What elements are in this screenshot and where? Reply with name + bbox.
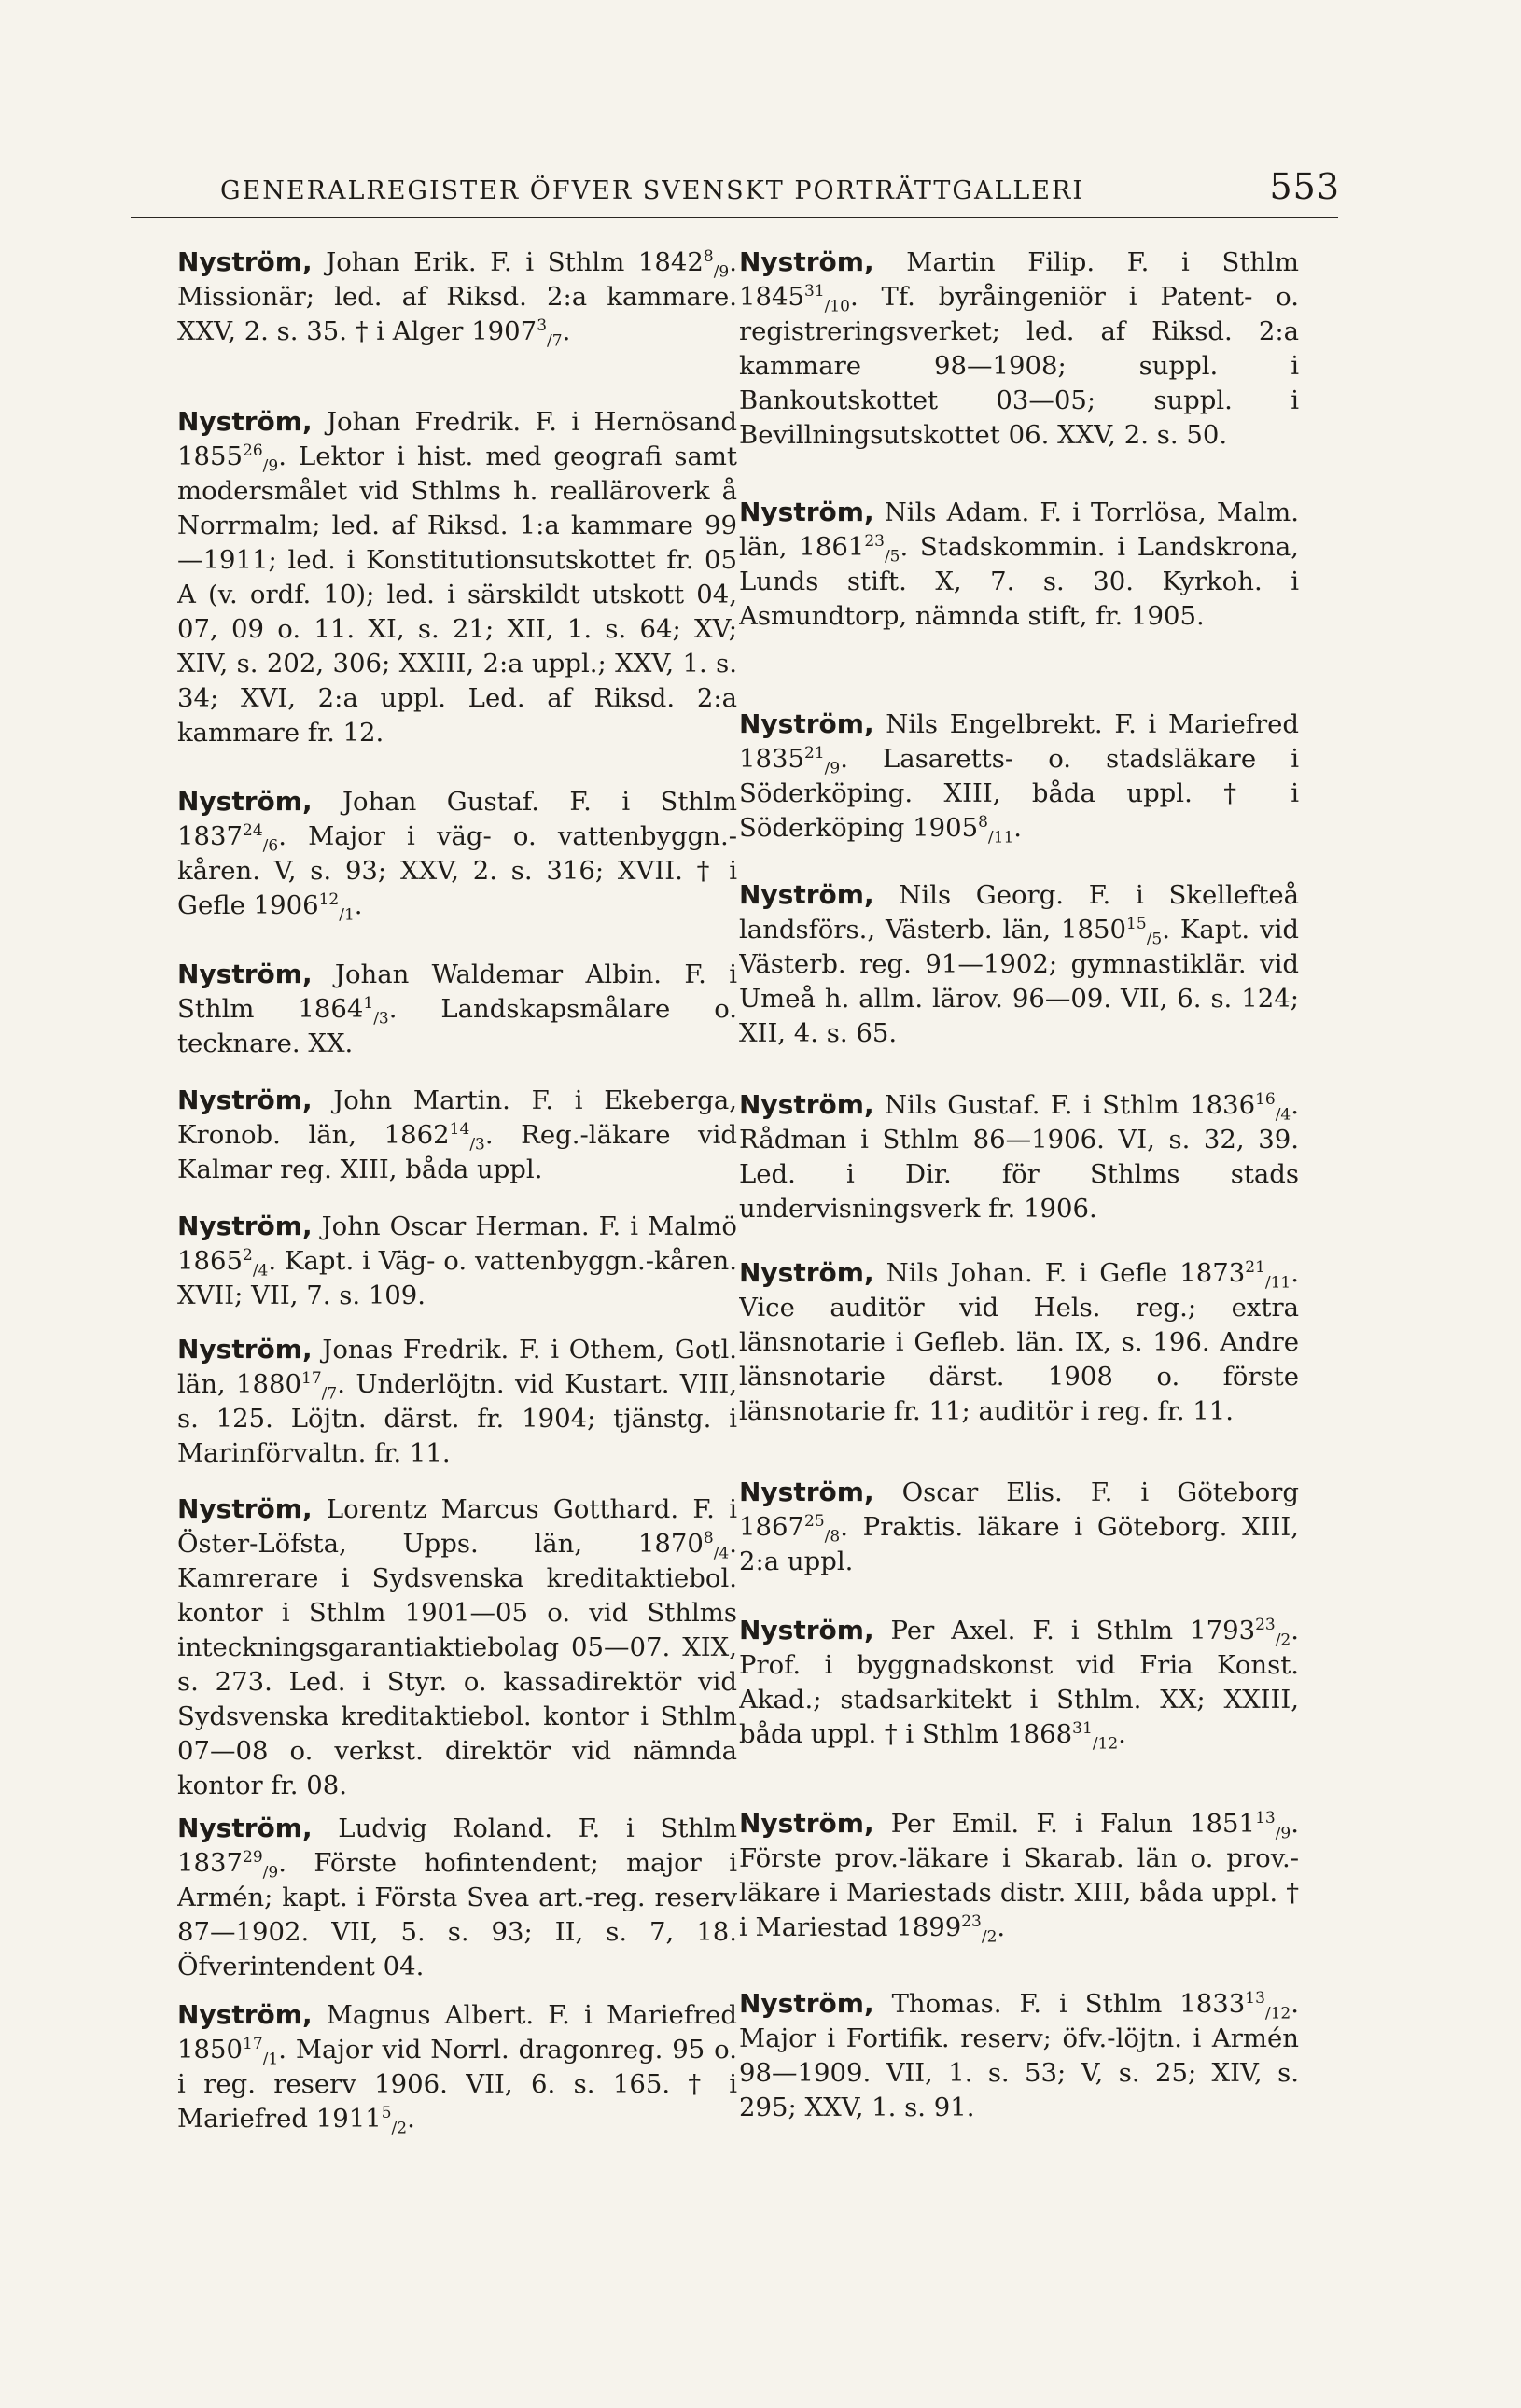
date-subscript: /11 [1264, 1273, 1291, 1293]
entry-text: . Stadskommin. i Landskrona, Lunds stift. X, 7. s. 30. Kyrkoh. i Asmundtorp, nämnda stift, fr. 1905. [739, 532, 1299, 631]
entry-text: . Kapt. i Väg- o. vattenbyggn.-kåren. XVII; VII, 7. s. 109. [177, 1246, 737, 1310]
date-subscript: /9 [1275, 1824, 1291, 1843]
date-superscript: 5 [381, 2103, 392, 2122]
date-superscript: 8 [703, 1528, 714, 1547]
register-entry [739, 245, 1299, 453]
entry-text: . Reg.-läkare vid Kalmar reg. XIII, båda uppl. [177, 1120, 737, 1184]
date-superscript: 23 [961, 1911, 982, 1931]
entry-text: . [562, 316, 571, 346]
register-entry [177, 1083, 737, 1187]
entry-text: . Förste hofintendent; major i Armén; kapt. i Första Svea art.-reg. reserv 87—1902. VII, 5. s. 93; II, s. 7, 18. Öfverintendent 04. [177, 1848, 737, 1981]
entry-surname: Nyström, [177, 1334, 313, 1365]
date-subscript: /3 [469, 1135, 485, 1155]
header-rule [131, 217, 1338, 218]
date-superscript: 2 [243, 1245, 253, 1265]
date-superscript: 14 [449, 1119, 470, 1139]
entry-text: Nils Engelbrekt. F. i Mariefred 1835 [739, 709, 1299, 774]
entry-surname: Nyström, [177, 1999, 313, 2030]
entry-surname: Nyström, [177, 1085, 313, 1115]
register-entry [177, 1811, 737, 1984]
register-entry [177, 1491, 737, 1803]
date-subscript: /6 [262, 836, 279, 856]
entry-text: . Rådman i Sthlm 86—1906. VI, s. 32, 39. Led. i Dir. för Sthlms stads undervisningsverk fr. 1906. [739, 1090, 1299, 1224]
date-superscript: 17 [243, 2034, 263, 2053]
date-superscript: 23 [1255, 1615, 1276, 1634]
entry-text: John Martin. F. i Ekeberga, Kronob. län, 1862 [177, 1085, 737, 1150]
entry-text: Johan Waldemar Albin. F. i Sthlm 1864 [177, 959, 737, 1024]
register-entry [739, 1255, 1299, 1429]
entry-text: Nils Gustaf. F. i Sthlm 1836 [873, 1090, 1256, 1120]
register-entry [739, 495, 1299, 634]
date-subscript: /11 [987, 828, 1014, 846]
entry-text: Thomas. F. i Sthlm 1833 [873, 1989, 1246, 2019]
header-title: GENERALREGISTER ÖFVER SVENSKT PORTRÄTTGALLERI [220, 176, 1085, 205]
entry-surname: Nyström, [739, 1988, 874, 2019]
entry-text: . [997, 1912, 1006, 1942]
entry-text: Martin Filip. F. i Sthlm 1845 [739, 247, 1299, 312]
entry-text: Per Emil. F. i Falun 1851 [873, 1809, 1256, 1839]
entry-text: . Lektor i hist. med geografi samt modersmålet vid Sthlms h. realläroverk å Norrmalm; led. af Riksd. 1:a kammare 99—1911; led. i Konstitutionsutskottet fr. 05 A (v. ordf. 10); led. i särskildt utskott 04, 07, 09 o. 11. XI, s. 21; XII, 1. s. 64; XV; XIV, s. 202, 306; XXIII, 2:a uppl.; XXV, 1. s. 34; XVI, 2:a uppl. Led. af Riksd. 2:a kammare fr. 12. [177, 441, 737, 748]
register-entry [177, 1209, 737, 1313]
entry-text: Oscar Elis. F. i Göteborg 1867 [739, 1477, 1299, 1542]
date-subscript: /5 [884, 547, 900, 567]
date-superscript: 16 [1255, 1089, 1276, 1109]
date-subscript: /8 [824, 1527, 841, 1547]
date-superscript: 8 [703, 246, 714, 266]
date-superscript: 23 [864, 531, 885, 551]
entry-surname: Nyström, [739, 1477, 874, 1507]
date-subscript: /9 [262, 1863, 279, 1883]
entry-surname: Nyström, [739, 1257, 874, 1288]
date-subscript: /2 [391, 2119, 408, 2136]
page-header [220, 166, 1340, 207]
date-superscript: 13 [1245, 1988, 1265, 2008]
entry-text: . Tf. byråingeniör i Patent- o. registreringsverket; led. af Riksd. 2:a kammare 98—1908; suppl. i Bankoutskottet 03—05; suppl. i Bevillningsutskottet 06. XXV, 2. s. 50. [739, 282, 1299, 450]
register-entry [739, 1613, 1299, 1752]
date-superscript: 21 [804, 743, 825, 763]
entry-text: . Major i väg- o. vattenbyggn.-kåren. V, s. 93; XXV, 2. s. 316; XVII. † i Gefle 1906 [177, 821, 737, 920]
entry-text: . [407, 2104, 415, 2134]
date-superscript: 31 [804, 281, 825, 301]
date-subscript: /4 [252, 1261, 269, 1281]
entry-text: . Lasaretts- o. stadsläkare i Söderköping. XIII, båda uppl. † i Söderköping 1905 [739, 744, 1299, 843]
date-subscript: /9 [262, 456, 279, 476]
date-subscript: /7 [321, 1384, 338, 1404]
entry-text: . Prof. i byggnadskonst vid Fria Konst. Akad.; stadsarkitekt i Sthlm. XX; XXIII, båda uppl. † i Sthlm 1868 [739, 1616, 1299, 1749]
entry-surname: Nyström, [177, 1493, 313, 1524]
entry-text: . Underlöjtn. vid Kustart. VIII, s. 125. Löjtn. därst. fr. 1904; tjänstg. i Marinförvaltn. fr. 11. [177, 1369, 737, 1468]
entry-text: Johan Erik. F. i Sthlm 1842 [312, 247, 704, 277]
date-superscript: 31 [1072, 1718, 1093, 1738]
date-superscript: 15 [1126, 914, 1147, 933]
date-superscript: 8 [978, 812, 988, 832]
date-subscript: /2 [981, 1927, 998, 1945]
entry-text: Johan Gustaf. F. i Sthlm 1837 [177, 787, 737, 851]
register-entry [177, 1332, 737, 1471]
date-subscript: /10 [824, 297, 850, 316]
date-subscript: /12 [1264, 2004, 1291, 2023]
entry-text: . [354, 890, 363, 920]
entry-text: Johan Fredrik. F. i Hernösand 1855 [177, 407, 737, 471]
date-subscript: /9 [713, 262, 730, 282]
register-entry [177, 957, 737, 1061]
entry-text: . [1013, 813, 1023, 843]
date-superscript: 21 [1245, 1257, 1265, 1277]
date-superscript: 24 [243, 820, 263, 840]
date-subscript: /1 [262, 2050, 279, 2069]
entry-text: Nils Johan. F. i Gefle 1873 [873, 1258, 1246, 1288]
entry-text: . Kamrerare i Sydsvenska kreditaktiebol. kontor i Sthlm 1901—05 o. vid Sthlms inteckningsgarantiaktiebolag 05—07. XIX, s. 273. Led. i Styr. o. kassadirektör vid Sydsvenska kreditaktiebol. kontor i Sthlm 07—08 o. verkst. direktör vid nämnda kontor fr. 08. [177, 1529, 737, 1800]
entry-text: . Praktis. läkare i Göteborg. XIII, 2:a uppl. [739, 1512, 1299, 1576]
entry-surname: Nyström, [177, 959, 313, 989]
register-entry [177, 245, 737, 349]
entry-surname: Nyström, [177, 246, 313, 277]
date-subscript: /2 [1275, 1631, 1291, 1650]
entry-surname: Nyström, [739, 1615, 874, 1645]
date-subscript: /1 [339, 905, 355, 923]
date-superscript: 3 [537, 315, 548, 335]
date-subscript: /4 [1275, 1105, 1291, 1125]
date-superscript: 1 [363, 993, 374, 1013]
entry-surname: Nyström, [739, 1808, 874, 1839]
entry-surname: Nyström, [739, 879, 874, 910]
entry-text: . Vice auditör vid Hels. reg.; extra länsnotarie i Gefleb. län. IX, s. 196. Andre länsnotarie därst. 1908 o. förste länsnotarie fr. 11; auditör i reg. fr. 11. [739, 1258, 1299, 1426]
date-superscript: 12 [318, 889, 340, 909]
date-subscript: /7 [547, 331, 563, 349]
register-entry [739, 1087, 1299, 1226]
date-subscript: /4 [713, 1544, 730, 1563]
register-entry [739, 877, 1299, 1051]
entry-text: . Förste prov.-läkare i Skarab. län o. prov.-läkare i Mariestads distr. XIII, båda uppl. † i Mariestad 1899 [739, 1809, 1299, 1942]
date-superscript: 13 [1255, 1808, 1276, 1827]
entry-text: John Oscar Herman. F. i Malmö 1865 [177, 1211, 737, 1276]
page-number: 553 [1269, 166, 1340, 207]
entry-text: Nils Georg. F. i Skellefteå landsförs., Västerb. län, 1850 [739, 880, 1299, 945]
date-subscript: /9 [824, 759, 841, 778]
entry-text: . Major i Fortifik. reserv; öfv.-löjtn. i Armén 98—1909. VII, 1. s. 53; V, s. 25; XIV, s. 295; XXV, 1. s. 91. [739, 1989, 1299, 2122]
register-entry [739, 1806, 1299, 1945]
entry-text: Ludvig Roland. F. i Sthlm 1837 [177, 1813, 737, 1878]
entry-text: . Kapt. vid Västerb. reg. 91—1902; gymnastiklär. vid Umeå h. allm. lärov. 96—09. VII, 6. s. 124; XII, 4. s. 65. [739, 915, 1299, 1048]
date-subscript: /12 [1092, 1734, 1119, 1752]
register-entry [739, 1475, 1299, 1579]
entry-text: . [1118, 1719, 1126, 1749]
entry-surname: Nyström, [177, 1211, 313, 1241]
date-superscript: 25 [804, 1511, 825, 1531]
entry-text: Jonas Fredrik. F. i Othem, Gotl. län, 1880 [177, 1335, 737, 1399]
entry-text: Magnus Albert. F. i Mariefred 1850 [177, 2000, 737, 2065]
date-superscript: 17 [301, 1368, 322, 1388]
entry-surname: Nyström, [177, 786, 313, 817]
date-subscript: /3 [373, 1009, 389, 1029]
entry-text: . Landskapsmålare o. tecknare. XX. [177, 994, 737, 1058]
date-superscript: 29 [243, 1847, 263, 1867]
entry-text: . Missionär; led. af Riksd. 2:a kammare. XXV, 2. s. 35. † i Alger 1907 [177, 247, 737, 346]
date-subscript: /5 [1146, 930, 1163, 949]
entry-surname: Nyström, [739, 497, 874, 527]
register-entry [177, 784, 737, 923]
entry-text: Nils Adam. F. i Torrlösa, Malm. län, 1861 [739, 497, 1299, 562]
entry-surname: Nyström, [177, 406, 313, 437]
register-entry [177, 404, 737, 750]
register-entry [177, 1997, 737, 2136]
register-entry [739, 707, 1299, 846]
date-superscript: 26 [243, 441, 263, 460]
entry-text: Lorentz Marcus Gotthard. F. i Öster-Löfsta, Upps. län, 1870 [177, 1494, 737, 1559]
entry-text: . Major vid Norrl. dragonreg. 95 o. i reg. reserv 1906. VII, 6. s. 165. † i Mariefred 1911 [177, 2035, 737, 2134]
entry-surname: Nyström, [739, 246, 874, 277]
entry-surname: Nyström, [177, 1813, 313, 1843]
entry-text: Per Axel. F. i Sthlm 1793 [873, 1616, 1256, 1645]
entry-surname: Nyström, [739, 708, 874, 739]
entry-surname: Nyström, [739, 1089, 874, 1120]
register-entry [739, 1986, 1299, 2125]
